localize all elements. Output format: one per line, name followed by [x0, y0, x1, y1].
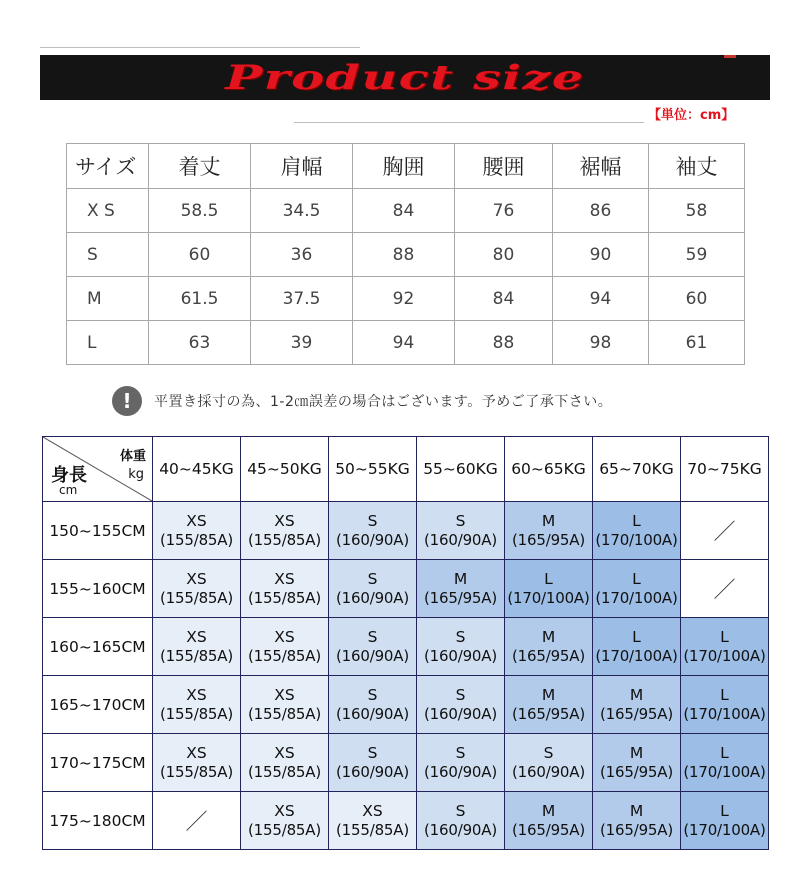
weight-header-cell: 55~60KG: [417, 437, 505, 502]
recommended-size-cell: [329, 618, 417, 676]
size-header-cell: 裾幅: [553, 144, 649, 189]
size-code: (165/95A): [512, 530, 585, 549]
recommended-size-cell: [153, 502, 241, 560]
size-value-cell: 94: [353, 321, 455, 365]
size-header-cell: 肩幅: [251, 144, 353, 189]
size-code: (160/90A): [424, 646, 497, 665]
recommended-size-cell: [241, 676, 329, 734]
size-code: (165/95A): [600, 704, 673, 723]
size-letter: S: [455, 685, 466, 704]
size-code: (155/85A): [160, 704, 233, 723]
size-code: (155/85A): [336, 820, 409, 839]
size-letter: XS: [362, 801, 383, 820]
size-value-cell: 98: [553, 321, 649, 365]
size-letter: L: [544, 569, 553, 588]
size-code: (170/100A): [683, 762, 766, 781]
recommended-size-cell: [417, 560, 505, 618]
size-value-cell: 60: [649, 277, 745, 321]
rec-table-row: [43, 734, 769, 792]
size-letter: M: [629, 685, 644, 704]
size-value-cell: 80: [455, 233, 553, 277]
recommended-size-cell: [153, 734, 241, 792]
size-letter: L: [720, 685, 729, 704]
size-code: (165/95A): [512, 704, 585, 723]
size-name-cell: S: [67, 233, 149, 277]
size-name-cell: X S: [67, 189, 149, 233]
weight-header-cell: 65~70KG: [593, 437, 681, 502]
size-code: (160/90A): [336, 646, 409, 665]
size-value-cell: 86: [553, 189, 649, 233]
recommended-size-cell: [241, 560, 329, 618]
recommended-size-cell: [681, 792, 769, 850]
size-letter: S: [455, 511, 466, 530]
exclamation-icon: !: [112, 386, 142, 416]
size-code: (160/90A): [336, 530, 409, 549]
size-code: (170/100A): [595, 530, 678, 549]
recommended-size-cell: [681, 618, 769, 676]
size-table-row: [67, 233, 745, 277]
size-letter: L: [632, 511, 641, 530]
size-code: (155/85A): [248, 762, 321, 781]
size-header-cell: 着丈: [149, 144, 251, 189]
size-letter: XS: [274, 685, 295, 704]
recommended-size-cell: [329, 502, 417, 560]
size-letter: L: [720, 743, 729, 762]
recommended-size-cell: [505, 560, 593, 618]
banner-title: Product size: [225, 58, 585, 98]
recommended-size-cell: [153, 676, 241, 734]
size-code: (170/100A): [507, 588, 590, 607]
size-letter: XS: [274, 569, 295, 588]
recommended-size-cell: [153, 560, 241, 618]
size-name-cell: M: [67, 277, 149, 321]
recommended-size-cell: [681, 676, 769, 734]
recommended-size-cell: [241, 734, 329, 792]
size-letter: XS: [274, 627, 295, 646]
size-code: (155/85A): [160, 588, 233, 607]
size-value-cell: 61: [649, 321, 745, 365]
not-available-cell: [681, 560, 769, 618]
size-letter: XS: [274, 743, 295, 762]
height-range-cell: 160~165CM: [43, 618, 153, 676]
weight-header-cell: 50~55KG: [329, 437, 417, 502]
rec-table-row: [43, 618, 769, 676]
recommended-size-cell: [593, 676, 681, 734]
recommended-size-cell: [505, 618, 593, 676]
size-table-row: [67, 277, 745, 321]
size-code: (155/85A): [160, 646, 233, 665]
size-value-cell: 34.5: [251, 189, 353, 233]
recommended-size-cell: [593, 502, 681, 560]
not-available-cell: [681, 502, 769, 560]
size-letter: S: [367, 685, 378, 704]
recommended-size-cell: [417, 792, 505, 850]
unit-divider: [294, 122, 644, 123]
size-letter: S: [543, 743, 554, 762]
size-letter: XS: [186, 569, 207, 588]
size-letter: M: [453, 569, 468, 588]
size-code: (160/90A): [424, 820, 497, 839]
size-code: (155/85A): [160, 530, 233, 549]
size-code: (165/95A): [600, 820, 673, 839]
size-letter: S: [367, 569, 378, 588]
recommended-size-cell: [329, 560, 417, 618]
recommended-size-cell: [153, 618, 241, 676]
recommended-size-cell: [593, 792, 681, 850]
recommended-size-cell: [241, 618, 329, 676]
weight-header-cell: 40~45KG: [153, 437, 241, 502]
size-value-cell: 61.5: [149, 277, 251, 321]
rec-table-row: [43, 560, 769, 618]
size-letter: S: [367, 743, 378, 762]
size-value-cell: 63: [149, 321, 251, 365]
size-code: (170/100A): [683, 704, 766, 723]
size-letter: M: [541, 685, 556, 704]
recommended-size-cell: [505, 734, 593, 792]
size-code: (170/100A): [595, 646, 678, 665]
height-range-cell: 175~180CM: [43, 792, 153, 850]
size-letter: XS: [186, 511, 207, 530]
size-letter: XS: [186, 627, 207, 646]
size-value-cell: 84: [353, 189, 455, 233]
size-code: (165/95A): [424, 588, 497, 607]
size-letter: M: [541, 801, 556, 820]
corner-header-cell: [43, 437, 153, 502]
weight-header-cell: 60~65KG: [505, 437, 593, 502]
size-letter: XS: [274, 511, 295, 530]
size-code: (170/100A): [683, 646, 766, 665]
recommended-size-cell: [417, 734, 505, 792]
height-unit: cm: [59, 483, 78, 497]
rec-table-row: [43, 792, 769, 850]
recommended-size-cell: [329, 676, 417, 734]
size-letter: L: [720, 801, 729, 820]
height-range-cell: 150~155CM: [43, 502, 153, 560]
product-size-banner: [40, 55, 770, 100]
size-value-cell: 92: [353, 277, 455, 321]
size-letter: S: [455, 801, 466, 820]
size-letter: XS: [186, 743, 207, 762]
size-table-header: [67, 144, 745, 189]
size-code: (160/90A): [424, 530, 497, 549]
size-code: (160/90A): [512, 762, 585, 781]
rec-table-header: [43, 437, 769, 502]
size-value-cell: 60: [149, 233, 251, 277]
size-letter: XS: [186, 685, 207, 704]
recommended-size-cell: [417, 676, 505, 734]
size-letter: L: [632, 627, 641, 646]
recommended-size-cell: [593, 618, 681, 676]
recommended-size-cell: [417, 502, 505, 560]
measurement-note: [112, 386, 612, 416]
size-code: (155/85A): [248, 820, 321, 839]
recommended-size-cell: [417, 618, 505, 676]
size-letter: S: [455, 627, 466, 646]
size-code: (160/90A): [336, 762, 409, 781]
recommended-size-cell: [241, 502, 329, 560]
size-value-cell: 94: [553, 277, 649, 321]
recommended-size-cell: [681, 734, 769, 792]
not-available-cell: [153, 792, 241, 850]
size-code: (165/95A): [512, 646, 585, 665]
recommended-size-cell: [329, 792, 417, 850]
size-code: (160/90A): [424, 762, 497, 781]
size-header-cell: 腰囲: [455, 144, 553, 189]
size-value-cell: 39: [251, 321, 353, 365]
recommended-size-cell: [505, 676, 593, 734]
note-text: 平置き採寸の為、1-2㎝誤差の場合はございます。予めご了承下さい。: [154, 394, 613, 410]
slash-mark: ／: [713, 520, 736, 545]
size-recommendation-table: [42, 436, 769, 850]
size-code: (165/95A): [600, 762, 673, 781]
size-letter: XS: [274, 801, 295, 820]
size-table: [66, 143, 745, 365]
slash-mark: ／: [713, 578, 736, 603]
size-letter: S: [367, 511, 378, 530]
size-table-row: [67, 189, 745, 233]
size-code: (155/85A): [160, 762, 233, 781]
rec-table-row: [43, 676, 769, 734]
size-letter: M: [541, 511, 556, 530]
banner-accent: [724, 55, 736, 58]
size-value-cell: 88: [353, 233, 455, 277]
size-letter: S: [367, 627, 378, 646]
size-name-cell: L: [67, 321, 149, 365]
recommended-size-cell: [241, 792, 329, 850]
size-letter: S: [455, 743, 466, 762]
size-code: (160/90A): [336, 704, 409, 723]
height-label: 身長: [51, 465, 87, 486]
size-letter: L: [632, 569, 641, 588]
size-code: (160/90A): [336, 588, 409, 607]
recommended-size-cell: [505, 502, 593, 560]
weight-label: 体重: [119, 449, 146, 464]
size-code: (165/95A): [512, 820, 585, 839]
size-code: (155/85A): [248, 704, 321, 723]
size-value-cell: 90: [553, 233, 649, 277]
size-code: (160/90A): [424, 704, 497, 723]
size-value-cell: 58.5: [149, 189, 251, 233]
size-code: (155/85A): [248, 646, 321, 665]
rec-table-row: [43, 502, 769, 560]
recommended-size-cell: [329, 734, 417, 792]
size-table-row: [67, 321, 745, 365]
size-code: (170/100A): [683, 820, 766, 839]
size-letter: L: [720, 627, 729, 646]
slash-mark: ／: [185, 810, 208, 835]
size-code: (155/85A): [248, 588, 321, 607]
height-range-cell: 155~160CM: [43, 560, 153, 618]
height-range-cell: 170~175CM: [43, 734, 153, 792]
recommended-size-cell: [593, 560, 681, 618]
size-value-cell: 37.5: [251, 277, 353, 321]
size-header-cell: 胸囲: [353, 144, 455, 189]
size-code: (155/85A): [248, 530, 321, 549]
height-range-cell: 165~170CM: [43, 676, 153, 734]
weight-unit: kg: [128, 467, 144, 482]
top-divider: [40, 47, 360, 48]
size-code: (170/100A): [595, 588, 678, 607]
size-value-cell: 58: [649, 189, 745, 233]
size-letter: M: [541, 627, 556, 646]
size-value-cell: 88: [455, 321, 553, 365]
size-value-cell: 59: [649, 233, 745, 277]
size-header-cell: 袖丈: [649, 144, 745, 189]
size-value-cell: 76: [455, 189, 553, 233]
weight-header-cell: 45~50KG: [241, 437, 329, 502]
size-value-cell: 36: [251, 233, 353, 277]
weight-header-cell: 70~75KG: [681, 437, 769, 502]
size-letter: M: [629, 743, 644, 762]
recommended-size-cell: [593, 734, 681, 792]
size-value-cell: 84: [455, 277, 553, 321]
size-header-cell: サイズ: [67, 144, 149, 189]
unit-label: 【単位：cm】: [648, 108, 735, 123]
recommended-size-cell: [505, 792, 593, 850]
size-letter: M: [629, 801, 644, 820]
